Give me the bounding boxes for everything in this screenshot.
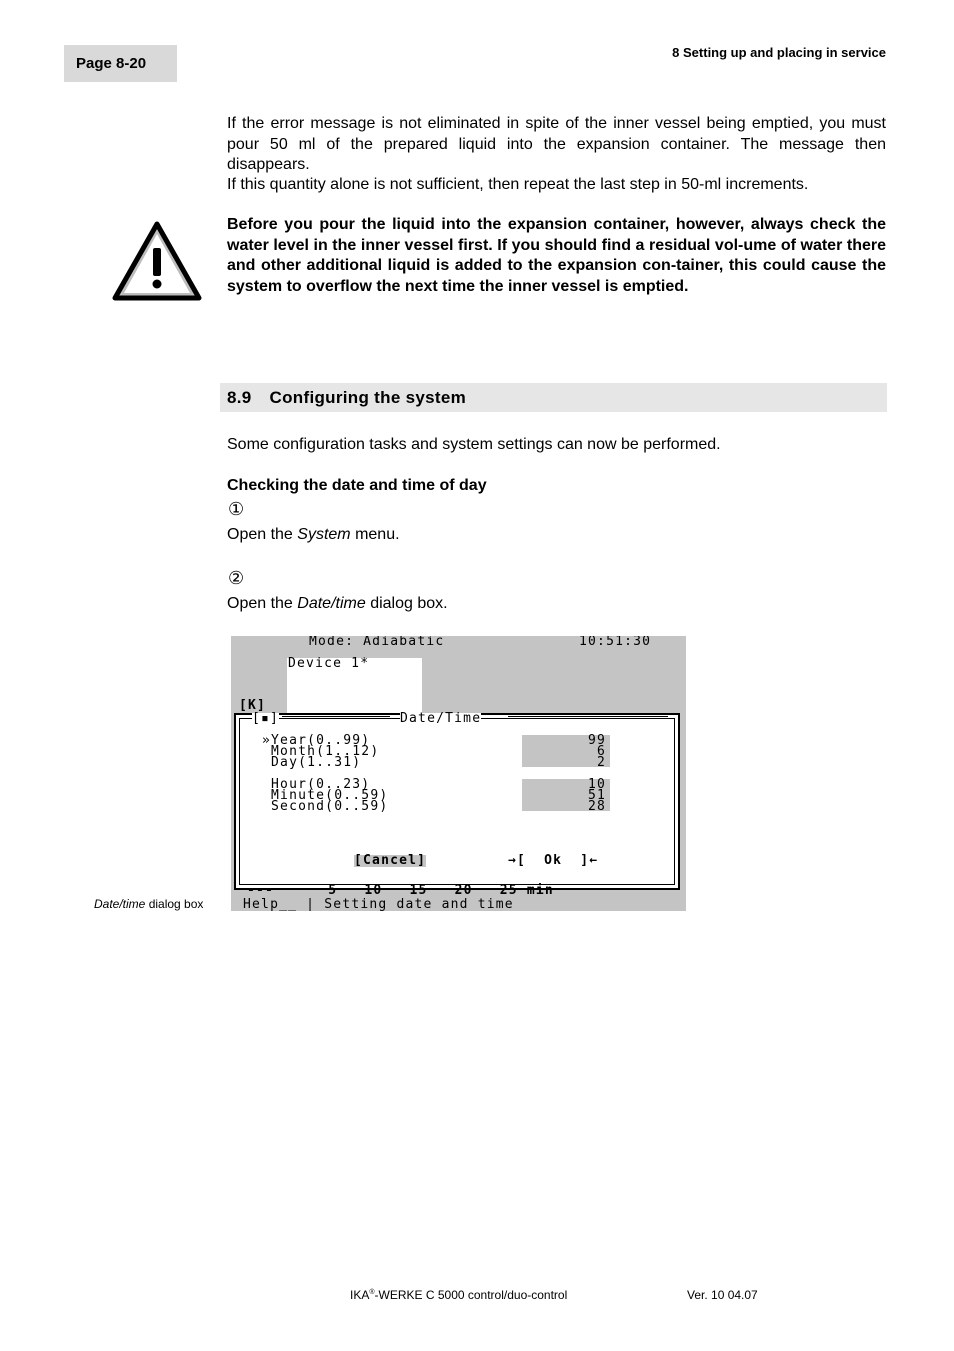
ok-button[interactable]: →[ Ok ]←	[508, 853, 599, 868]
month-label: Month(1..12)	[262, 744, 380, 759]
system-menu-name: System	[297, 526, 351, 543]
step-2-marker: ②	[228, 568, 245, 588]
footer-version: Ver. 10 04.07	[687, 1288, 758, 1302]
minute-label: Minute(0..59)	[262, 788, 389, 803]
cancel-button[interactable]: [Cancel]	[354, 853, 427, 868]
page-number-tab: Page 8-20	[64, 45, 177, 82]
time-axis: --- 5 10 15 20 25 min	[247, 883, 554, 898]
month-input[interactable]: 6	[596, 744, 606, 759]
device-screen	[231, 636, 686, 911]
step-2-text: Open the Date/time dialog box.	[227, 595, 448, 612]
hour-input[interactable]: 10	[587, 777, 606, 792]
warning-text: Before you pour the liquid into the expansion container, however, always check the water level in the inner vessel first. If you should find a residual vol-ume of water there and other additional liquid is added to the expansion con-tainer, this could cause the system to overflow the next time the inner vessel is emptied.	[227, 216, 886, 295]
step-1-marker: ①	[228, 499, 245, 519]
dialog-title: Date/Time	[400, 711, 482, 726]
intro-paragraph-2: If this quantity alone is not sufficient, then repeat the last step in 50-ml increments.	[227, 176, 809, 193]
second-input[interactable]: 28	[587, 799, 606, 814]
step-1-text: Open the System menu.	[227, 526, 400, 543]
footer-product: IKA®-WERKE C 5000 control/duo-control	[350, 1288, 568, 1302]
section-title: Configuring the system	[269, 388, 466, 407]
clock: 10:51:30	[579, 636, 652, 649]
device-label: Device 1*	[288, 656, 370, 671]
day-label: Day(1..31)	[262, 755, 362, 770]
dialog-close-box[interactable]: [▪]	[252, 711, 280, 726]
intro-paragraph-1: If the error message is not eliminated in spite of the inner vessel being emptied, you must pour 50 ml of the prepared liquid into the expansion container. The message then disappears.	[227, 115, 886, 173]
dialog-name: Date/time	[297, 595, 366, 612]
second-label: Second(0..59)	[262, 799, 389, 814]
section-number: 8.9	[227, 388, 252, 407]
mode-line: Mode: Adiabatic	[309, 636, 445, 649]
warning-triangle-icon	[111, 220, 203, 302]
year-input[interactable]: 99	[587, 733, 606, 748]
day-input[interactable]: 2	[596, 755, 606, 770]
year-label: »Year(0..99)	[262, 733, 371, 748]
date-time-dialog	[234, 713, 680, 890]
chapter-title: 8 Setting up and placing in service	[672, 45, 886, 60]
status-line: Help__ | Setting date and time	[243, 897, 514, 911]
k-label: [K]	[239, 698, 267, 713]
hour-label: Hour(0..23)	[262, 777, 371, 792]
minute-input[interactable]: 51	[587, 788, 606, 803]
figure-caption: Date/time dialog box	[94, 897, 204, 911]
subheading: Checking the date and time of day	[227, 477, 487, 494]
section-intro: Some configuration tasks and system settings can now be performed.	[227, 436, 721, 453]
section-heading	[220, 383, 887, 412]
